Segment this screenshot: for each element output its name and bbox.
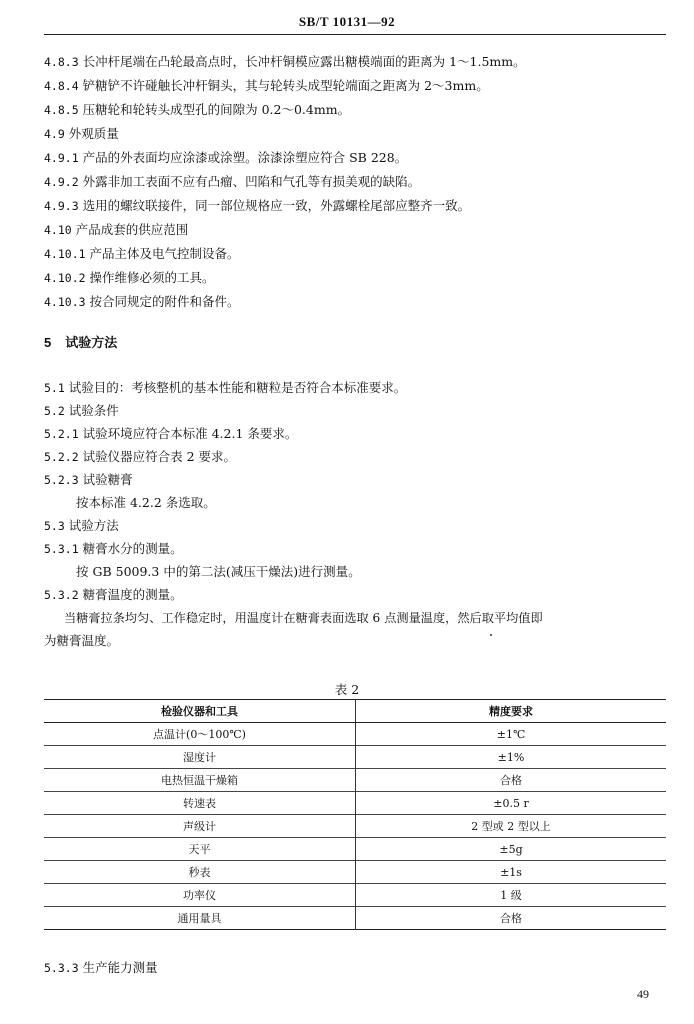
- instrument-table: [44, 699, 666, 930]
- clause-line: [44, 196, 470, 216]
- table-header-row: [44, 700, 666, 723]
- clause-text: 压糖轮和轮转头成型孔的间隙为 0.2～0.4mm。: [82, 102, 351, 117]
- clause-number: 5.2.3: [44, 473, 79, 487]
- clause-number: 5.2.2: [44, 450, 79, 464]
- clause-text: 试验糖膏: [82, 472, 133, 487]
- clause-number: 4.9: [44, 127, 65, 141]
- table-row: [44, 792, 666, 815]
- clause-number: 4.9.3: [44, 199, 79, 213]
- table-cell: 通用量具: [44, 907, 356, 930]
- clause-line: [44, 76, 489, 96]
- table-cell: 转速表: [44, 792, 356, 815]
- table-row: [44, 723, 666, 746]
- clause-number: 4.8.4: [44, 79, 79, 93]
- clause-line: [44, 539, 183, 559]
- clause-number: 4.8.3: [44, 55, 79, 69]
- clause-text: 产品主体及电气控制设备。: [89, 246, 240, 261]
- section-heading: [44, 333, 117, 353]
- clause-text: 产品成套的供应范围: [75, 222, 189, 237]
- table-cell: 2 型或 2 型以上: [356, 815, 667, 838]
- table-cell: 点温计(0～100℃): [44, 723, 356, 746]
- clause-number: 5.3.2: [44, 588, 79, 602]
- table-cell: ±1℃: [356, 723, 667, 746]
- clause-number: 5.3: [44, 519, 65, 533]
- clause-text: 产品的外表面均应涂漆或涂塑。涂漆涂塑应符合 SB 228。: [82, 150, 408, 165]
- table-cell: ±1s: [356, 861, 667, 884]
- table-cell: 湿度计: [44, 746, 356, 769]
- clause-text: 选用的螺纹联接件，同一部位规格应一致，外露螺栓尾部应整齐一致。: [82, 198, 471, 213]
- table-row: [44, 884, 666, 907]
- clause-number: 5.2.1: [44, 427, 79, 441]
- clause-line: [44, 52, 526, 72]
- paragraph-text: 当糖膏拉条均匀、工作稳定时，用温度计在糖膏表面选取 6 点测量温度，然后取平均值即: [64, 611, 543, 625]
- page-number: 49: [637, 987, 649, 1001]
- clause-number: 5.1: [44, 381, 65, 395]
- clause-line: [44, 378, 406, 398]
- scan-speck: [490, 634, 492, 636]
- clause-line: [44, 292, 240, 312]
- header-rule: [44, 34, 666, 35]
- clause-text: 试验条件: [68, 403, 119, 418]
- clause-line: [44, 268, 215, 288]
- table-cell: 合格: [356, 907, 667, 930]
- table-row: [44, 907, 666, 930]
- table-cell: 天平: [44, 838, 356, 861]
- clause-number: 4.10.3: [44, 295, 86, 309]
- clause-line: [44, 124, 119, 144]
- clause-line: [44, 401, 119, 421]
- clause-text: 试验仪器应符合表 2 要求。: [82, 449, 237, 464]
- clause-line: [44, 585, 183, 605]
- table-row: [44, 861, 666, 884]
- clause-number: 4.10.1: [44, 247, 86, 261]
- clause-number: 4.9.2: [44, 175, 79, 189]
- table-row: [44, 838, 666, 861]
- table-cell: 声级计: [44, 815, 356, 838]
- clause-line: [44, 148, 407, 168]
- section-title: 试验方法: [65, 336, 118, 351]
- clause-text: 试验方法: [68, 518, 119, 533]
- clause-text: 外露非加工表面不应有凸瘤、凹陷和气孔等有损美观的缺陷。: [82, 174, 421, 189]
- clause-line: [44, 516, 119, 536]
- clause-text: 试验环境应符合本标准 4.2.1 条要求。: [82, 426, 298, 441]
- clause-line: [44, 220, 188, 240]
- clause-text: 按合同规定的附件和备件。: [89, 294, 240, 309]
- clause-number: 4.8.5: [44, 103, 79, 117]
- clause-number: 4.10.2: [44, 271, 86, 285]
- clause-line: [44, 244, 240, 264]
- clause-text: 长冲杆尾端在凸轮最高点时，长冲杆铜模应露出糖模端面的距离为 1～1.5mm。: [82, 54, 526, 69]
- clause-text: 糖膏温度的测量。: [82, 587, 183, 602]
- clause-number: 4.9.1: [44, 151, 79, 165]
- clause-text: 铲糖铲不许碰触长冲杆铜头，其与轮转头成型轮端面之距离为 2～3mm。: [82, 78, 489, 93]
- table-row: [44, 746, 666, 769]
- table-caption: 表 2: [334, 682, 360, 697]
- table-cell: ±0.5 r: [356, 792, 667, 815]
- paragraph-text: 为糖膏温度。: [44, 633, 120, 648]
- clause-number: 5.3.1: [44, 542, 79, 556]
- table-cell: 功率仪: [44, 884, 356, 907]
- table-cell: ±5g: [356, 838, 667, 861]
- header-code: SB/T 10131—92: [298, 14, 396, 29]
- section-number: 5: [44, 335, 52, 350]
- table-header-cell: 检验仪器和工具: [44, 700, 356, 723]
- clause-text: 生产能力测量: [82, 960, 158, 975]
- clause-line: [44, 958, 158, 978]
- table-cell: 1 级: [356, 884, 667, 907]
- clause-line: [44, 172, 420, 192]
- clause-text: 操作维修必须的工具。: [89, 270, 215, 285]
- table-cell: 电热恒温干燥箱: [44, 769, 356, 792]
- clause-line: [44, 447, 236, 467]
- table-row: [44, 769, 666, 792]
- clause-line: [44, 424, 297, 444]
- clause-number: 4.10: [44, 223, 72, 237]
- clause-text: 糖膏水分的测量。: [82, 541, 183, 556]
- table-cell: 秒表: [44, 861, 356, 884]
- clause-number: 5.3.3: [44, 961, 79, 975]
- paragraph-text: 按本标准 4.2.2 条选取。: [76, 495, 216, 510]
- clause-line: [44, 470, 133, 490]
- clause-line: [44, 100, 350, 120]
- clause-text: 试验目的：考核整机的基本性能和糖粒是否符合本标准要求。: [68, 380, 407, 395]
- clause-number: 5.2: [44, 404, 65, 418]
- paragraph-text: 按 GB 5009.3 中的第二法(减压干燥法)进行测量。: [76, 564, 361, 579]
- table-row: [44, 815, 666, 838]
- table-cell: 合格: [356, 769, 667, 792]
- table-header-cell: 精度要求: [356, 700, 667, 723]
- clause-text: 外观质量: [68, 126, 119, 141]
- table-cell: ±1%: [356, 746, 667, 769]
